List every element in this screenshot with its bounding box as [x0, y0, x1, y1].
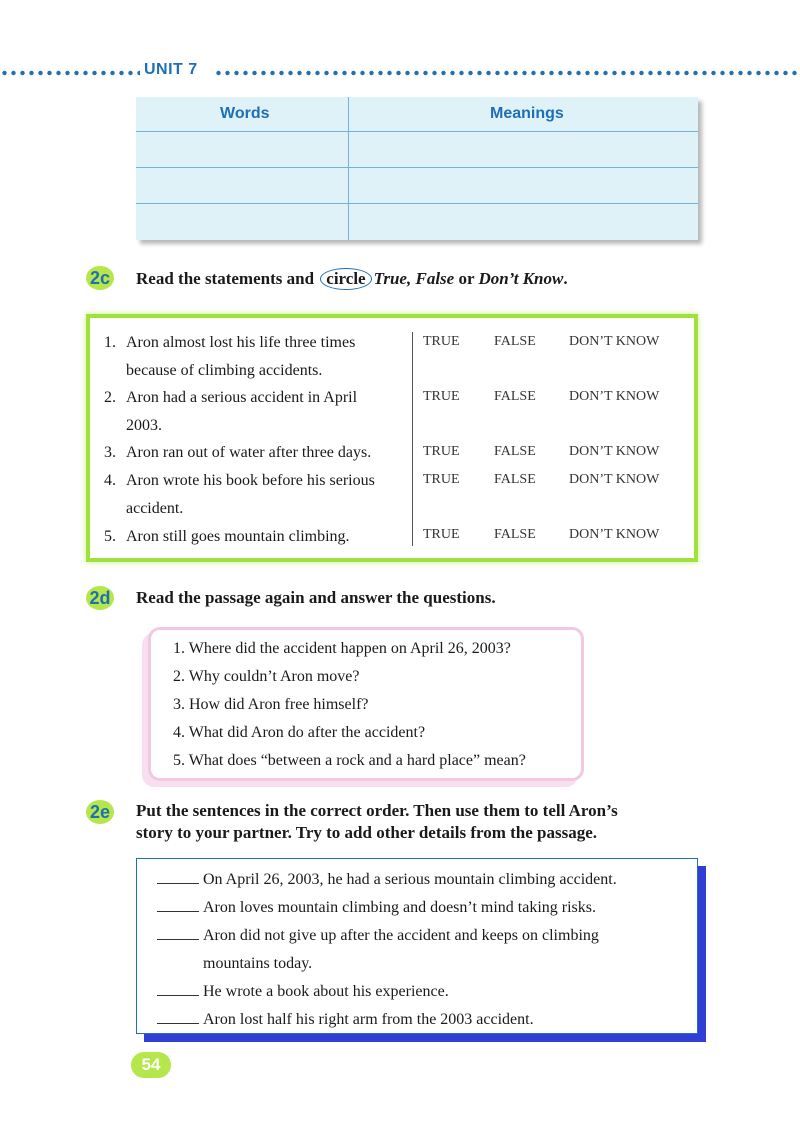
table-cell-meaning-3[interactable] [349, 204, 698, 240]
option-dont-know-5[interactable]: DON’T KNOW [569, 527, 660, 542]
option-false-3[interactable]: FALSE [494, 444, 536, 459]
option-false-4[interactable]: FALSE [494, 472, 536, 487]
table-cell-meaning-2[interactable] [349, 168, 698, 203]
option-dont-know-3[interactable]: DON’T KNOW [569, 444, 660, 459]
option-true-3[interactable]: TRUE [423, 444, 460, 459]
true-false-box [86, 314, 698, 562]
order-sentence-3: Aron did not give up after the accident and keeps on climbing mountains today. [157, 922, 697, 978]
header-dots-right [214, 70, 800, 76]
instruction-2c: Read the statements and circle True, False or Don’t Know. [136, 269, 568, 288]
table-cell-word-1[interactable] [136, 132, 348, 167]
statement-2: 2. Aron had a serious accident in April 2003. [104, 389, 358, 434]
option-dont-know-4[interactable]: DON’T KNOW [569, 472, 660, 487]
order-blank-2[interactable] [157, 897, 199, 912]
col-header-words: Words [220, 105, 270, 122]
page-number: 54 [131, 1052, 171, 1078]
instruction-2e-line-2: story to your partner. Try to add other details from the passage. [136, 823, 598, 842]
order-blank-5[interactable] [157, 1009, 199, 1024]
statement-1: 1. Aron almost lost his life three times because of climbing accidents. [104, 334, 356, 379]
tf-divider [412, 332, 413, 546]
order-sentence-5: Aron lost half his right arm from the 2003 accident. [157, 1006, 697, 1034]
option-dont-know-2[interactable]: DON’T KNOW [569, 389, 660, 404]
circle-word: circle [320, 268, 371, 290]
order-blank-4[interactable] [157, 981, 199, 996]
question-1: 1. Where did the accident happen on April 26, 2003? [173, 640, 511, 657]
question-4: 4. What did Aron do after the accident? [173, 724, 426, 741]
order-blank-1[interactable] [157, 869, 199, 884]
words-meanings-table [136, 97, 698, 240]
section-badge-2e: 2e [86, 800, 114, 824]
table-cell-word-3[interactable] [136, 204, 348, 240]
order-sentence-4: He wrote a book about his experience. [157, 978, 697, 1006]
table-cell-meaning-1[interactable] [349, 132, 698, 167]
option-false-1[interactable]: FALSE [494, 334, 536, 349]
statement-3: 3. Aron ran out of water after three days. [104, 444, 372, 461]
table-cell-word-2[interactable] [136, 168, 348, 203]
question-2: 2. Why couldn’t Aron move? [173, 668, 360, 685]
section-badge-2c: 2c [86, 266, 114, 290]
option-false-5[interactable]: FALSE [494, 527, 536, 542]
option-true-1[interactable]: TRUE [423, 334, 460, 349]
order-sentences-box [136, 858, 698, 1034]
order-blank-3[interactable] [157, 925, 199, 940]
question-3: 3. How did Aron free himself? [173, 696, 369, 713]
option-false-2[interactable]: FALSE [494, 389, 536, 404]
order-sentence-1: On April 26, 2003, he had a serious mountain climbing accident. [157, 866, 697, 894]
option-true-5[interactable]: TRUE [423, 527, 460, 542]
col-header-meanings: Meanings [490, 105, 564, 122]
option-dont-know-1[interactable]: DON’T KNOW [569, 334, 660, 349]
section-badge-2d: 2d [86, 586, 114, 610]
option-true-2[interactable]: TRUE [423, 389, 460, 404]
unit-label: UNIT 7 [144, 61, 198, 78]
instruction-2e-line-1: Put the sentences in the correct order. Then use them to tell Aron’s [136, 801, 618, 820]
statement-5: 5. Aron still goes mountain climbing. [104, 528, 350, 545]
order-sentence-2: Aron loves mountain climbing and doesn’t mind taking risks. [157, 894, 697, 922]
questions-box [148, 627, 584, 781]
instruction-2d: Read the passage again and answer the questions. [136, 588, 496, 607]
option-true-4[interactable]: TRUE [423, 472, 460, 487]
statement-4: 4. Aron wrote his book before his serious accident. [104, 472, 375, 517]
question-5: 5. What does “between a rock and a hard place” mean? [173, 752, 526, 769]
header-dots-left [0, 70, 140, 76]
